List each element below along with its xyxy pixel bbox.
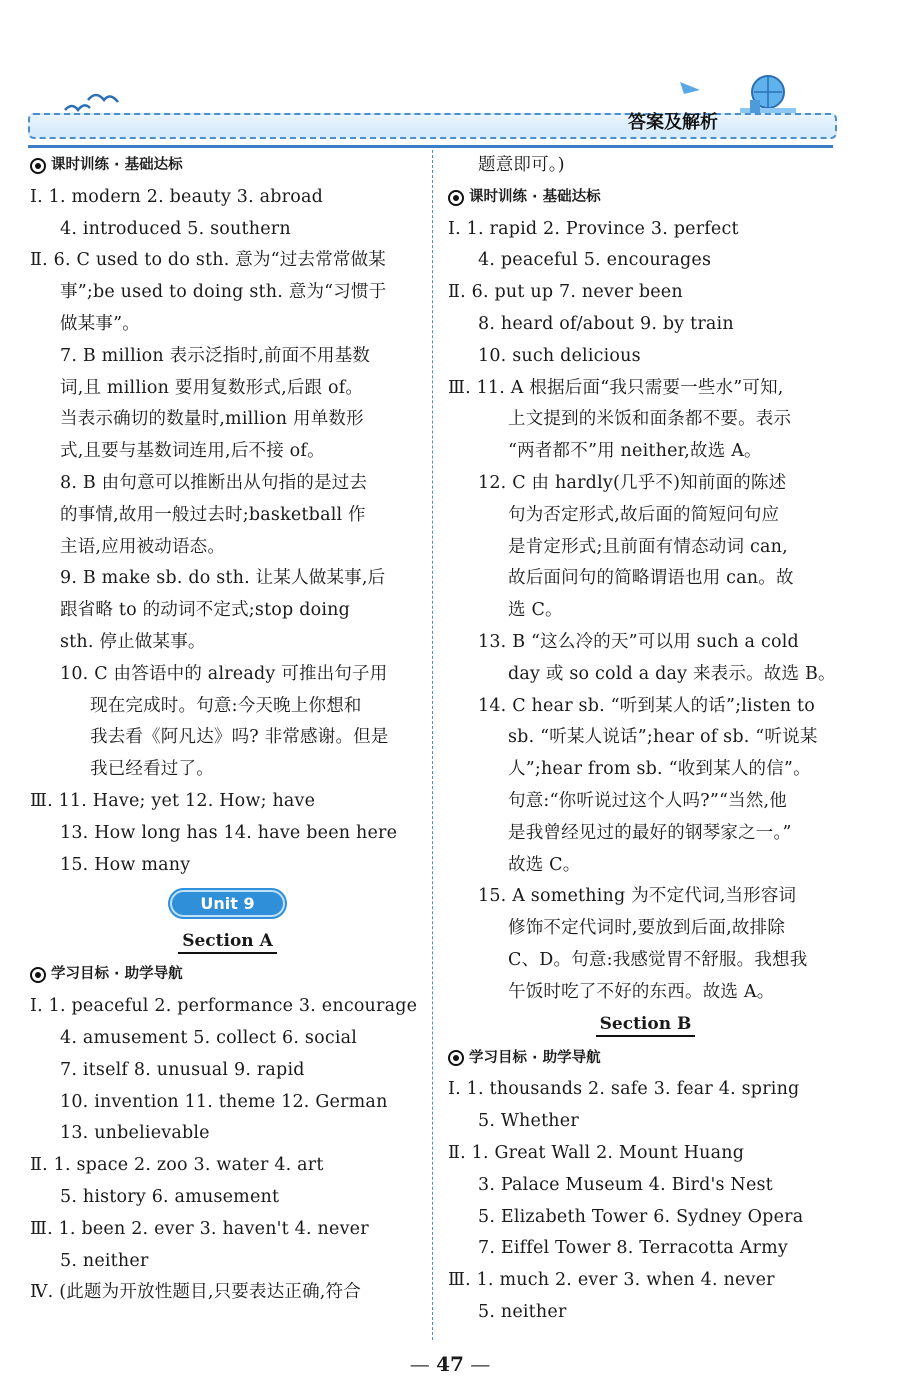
answer-line: 主语,应用被动语态。 — [60, 536, 226, 557]
answer-line: 8. heard of/about 9. by train — [478, 313, 734, 334]
heading-text: 学习目标 · 助学导航 — [469, 1049, 601, 1066]
answer-line: 9. B make sb. do sth. 让某人做某事,后 — [60, 568, 386, 589]
section-banner — [30, 925, 425, 959]
answer-line: 10. C 由答语中的 already 可推出句子用 — [60, 663, 388, 684]
answer-line: 是肯定形式;且前面有情态动词 can, — [508, 536, 788, 557]
answer-line: C、D。句意:我感觉胃不舒服。我想我 — [508, 949, 808, 970]
answer-line: Ⅲ. 1. been 2. ever 3. haven't 4. never — [30, 1218, 369, 1239]
answer-line: Ⅰ. 1. thousands 2. safe 3. fear 4. spring — [448, 1079, 800, 1100]
answer-line: 选 C。 — [508, 600, 563, 621]
answer-line: 我去看《阿凡达》吗? 非常感谢。但是 — [90, 727, 389, 748]
answer-line: Ⅰ. 1. peaceful 2. performance 3. encourage — [30, 996, 418, 1017]
answer-line: Ⅱ. 6. put up 7. never been — [448, 282, 683, 303]
answer-line: 句意:“你听说过这个人吗?”“当然,他 — [508, 790, 787, 811]
answer-line: Ⅰ. 1. modern 2. beauty 3. abroad — [30, 186, 324, 207]
answer-line: Ⅲ. 11. Have; yet 12. How; have — [30, 790, 316, 811]
section-title: Section B — [596, 1014, 696, 1037]
exercise-heading — [30, 150, 425, 182]
answer-line: 当表示确切的数量时,million 用单数形 — [60, 409, 364, 430]
exercise-heading — [448, 182, 843, 214]
answer-line: Ⅲ. 11. A 根据后面“我只需要一些水”可知, — [448, 377, 784, 398]
answer-line: 13. unbelievable — [60, 1123, 210, 1144]
answer-line: Ⅱ. 1. space 2. zoo 3. water 4. art — [30, 1155, 324, 1176]
answer-line: 是我曾经见过的最好的钢琴家之一。” — [508, 822, 792, 843]
section-title: Section A — [178, 931, 277, 954]
column-divider — [432, 150, 433, 1340]
header-rule — [28, 145, 833, 148]
answer-line: 15. How many — [60, 854, 191, 875]
answer-line: 5. neither — [478, 1301, 567, 1322]
answer-line: 我已经看过了。 — [90, 759, 214, 780]
answer-line: Ⅲ. 1. much 2. ever 3. when 4. never — [448, 1270, 775, 1291]
right-column — [448, 150, 843, 1329]
answer-line: 7. Eiffel Tower 8. Terracotta Army — [478, 1238, 788, 1259]
answer-line: 13. B “这么冷的天”可以用 such a cold — [478, 631, 799, 652]
answer-line: 故选 C。 — [508, 854, 581, 875]
unit-banner — [30, 881, 425, 925]
page-header — [0, 0, 900, 150]
bullet-icon — [30, 158, 46, 174]
answer-line: 15. A something 为不定代词,当形容词 — [478, 886, 797, 907]
answer-line: 8. B 由句意可以推断出从句指的是过去 — [60, 472, 368, 493]
section-banner — [448, 1009, 843, 1043]
answer-line: 句为否定形式,故后面的简短问句应 — [508, 504, 780, 525]
answer-line: 现在完成时。句意:今天晚上你想和 — [90, 695, 362, 716]
answer-line: 词,且 million 要用复数形式,后跟 of。 — [60, 377, 364, 398]
answer-line: 题意即可。) — [478, 155, 565, 175]
bullet-icon — [448, 190, 464, 206]
answer-line: 12. C 由 hardly(几乎不)知前面的陈述 — [478, 472, 787, 493]
bullet-icon — [448, 1050, 464, 1066]
answer-line: 5. Elizabeth Tower 6. Sydney Opera — [478, 1206, 804, 1227]
answer-line: Ⅳ. (此题为开放性题目,只要表达正确,符合 — [30, 1282, 361, 1303]
answer-line: 上文提到的米饭和面条都不要。表示 — [508, 409, 792, 430]
answer-line: 故后面问句的简略谓语也用 can。故 — [508, 568, 794, 589]
answer-line: 4. peaceful 5. encourages — [478, 250, 712, 271]
answer-line: 10. such delicious — [478, 345, 641, 366]
left-column — [30, 150, 425, 1309]
heading-text: 课时训练 · 基础达标 — [51, 157, 183, 173]
answer-line: 14. C hear sb. “听到某人的话”;listen to — [478, 695, 815, 716]
answer-line: 午饭时吃了不好的东西。故选 A。 — [508, 981, 775, 1002]
heading-text: 课时训练 · 基础达标 — [469, 188, 601, 205]
page-number: — 47 — — [409, 1352, 491, 1376]
answer-line: “两者都不”用 neither,故选 A。 — [508, 441, 762, 462]
answer-line: 修饰不定代词时,要放到后面,故排除 — [508, 918, 786, 939]
answer-line: Ⅱ. 6. C used to do sth. 意为“过去常常做某 — [30, 250, 386, 271]
answer-line: 13. How long has 14. have been here — [60, 822, 398, 843]
answer-line: 10. invention 11. theme 12. German — [60, 1091, 388, 1112]
heading-text: 学习目标 · 助学导航 — [51, 966, 183, 983]
answer-line: 7. itself 8. unusual 9. rapid — [60, 1059, 305, 1080]
answer-line: 做某事”。 — [60, 313, 140, 334]
answer-line: 4. introduced 5. southern — [60, 218, 291, 239]
answer-line: 式,且要与基数词连用,后不接 of。 — [60, 441, 325, 462]
answer-line: sth. 停止做某事。 — [60, 631, 206, 652]
exercise-heading — [448, 1043, 843, 1075]
answer-line: 事”;be used to doing sth. 意为“习惯于 — [60, 282, 387, 303]
answer-line: Ⅱ. 1. Great Wall 2. Mount Huang — [448, 1142, 745, 1163]
header-title: 答案及解析 — [628, 112, 718, 133]
answer-line: 7. B million 表示泛指时,前面不用基数 — [60, 345, 371, 366]
answer-line: 的事情,故用一般过去时;basketball 作 — [60, 504, 366, 525]
answer-line: 4. amusement 5. collect 6. social — [60, 1027, 358, 1048]
answer-line: 人”;hear from sb. “收到某人的信”。 — [508, 759, 811, 780]
answer-line: sb. “听某人说话”;hear of sb. “听说某 — [508, 727, 818, 748]
answer-line: Ⅰ. 1. rapid 2. Province 3. perfect — [448, 218, 739, 239]
answer-line: 跟省略 to 的动词不定式;stop doing — [60, 600, 351, 621]
answer-line: 5. Whether — [478, 1111, 579, 1132]
answer-line: 3. Palace Museum 4. Bird's Nest — [478, 1174, 773, 1195]
page-number-value: 47 — [436, 1352, 464, 1376]
answer-line: 5. neither — [60, 1250, 149, 1271]
answer-line: 5. history 6. amusement — [60, 1186, 280, 1207]
bullet-icon — [30, 967, 46, 983]
exercise-heading — [30, 959, 425, 991]
unit-title: Unit 9 — [170, 890, 284, 917]
answer-line: day 或 so cold a day 来表示。故选 B。 — [508, 663, 836, 684]
